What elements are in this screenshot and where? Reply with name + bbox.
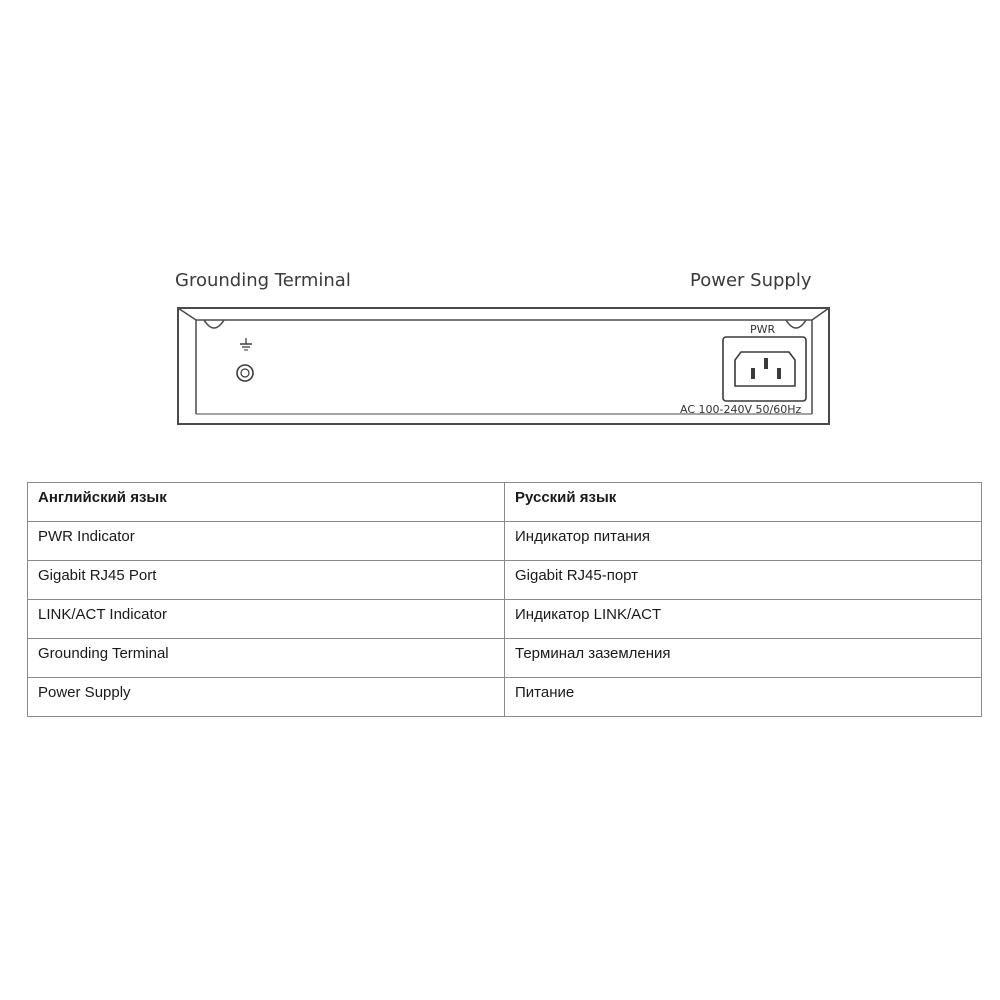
cell-english: Grounding Terminal (28, 639, 505, 678)
pwr-label: PWR (750, 323, 776, 336)
cell-russian: Индикатор LINK/ACT (505, 600, 982, 639)
cell-english: LINK/ACT Indicator (28, 600, 505, 639)
table-row (28, 639, 982, 678)
header-english: Английский язык (28, 483, 505, 522)
grounding-terminal-callout: Grounding Terminal (175, 270, 351, 291)
header-russian: Русский язык (505, 483, 982, 522)
power-rating-label: AC 100-240V 50/60Hz (680, 403, 802, 416)
table-row (28, 561, 982, 600)
translation-table (27, 482, 982, 717)
switch-rear-panel-diagram (0, 0, 1000, 470)
cell-russian: Терминал заземления (505, 639, 982, 678)
table-header-row (28, 483, 982, 522)
power-supply-callout: Power Supply (690, 270, 812, 291)
table-row (28, 522, 982, 561)
cell-russian: Питание (505, 678, 982, 717)
table-row (28, 600, 982, 639)
cell-english: Power Supply (28, 678, 505, 717)
table-row (28, 678, 982, 717)
cell-russian: Gigabit RJ45-порт (505, 561, 982, 600)
cell-english: PWR Indicator (28, 522, 505, 561)
cell-english: Gigabit RJ45 Port (28, 561, 505, 600)
cell-russian: Индикатор питания (505, 522, 982, 561)
